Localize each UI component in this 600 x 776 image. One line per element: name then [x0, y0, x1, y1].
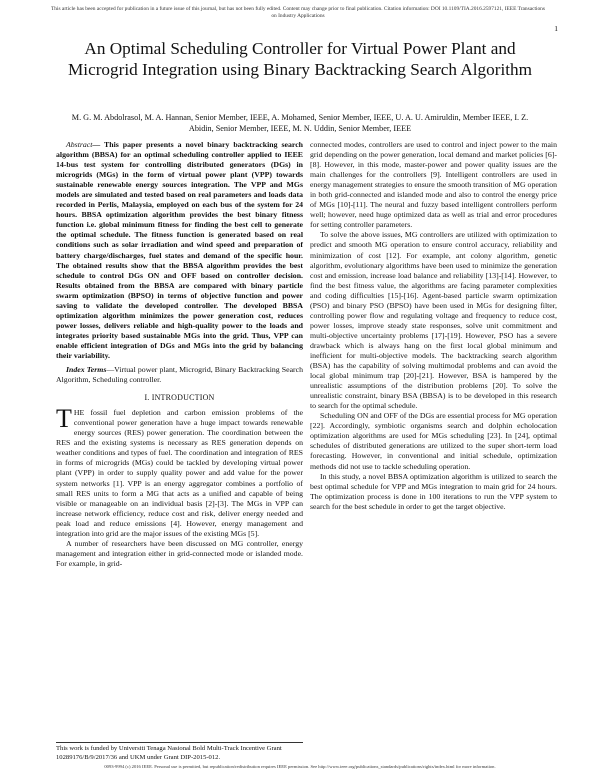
copyright-footer: 0093-9994 (c) 2016 IEEE. Personal use is permitted, but republication/redistribution requires IEEE permission. See http://www.ieee.org/publications_standards/publications/rights/index.html for more information.: [104, 764, 496, 769]
drop-cap: T: [56, 404, 72, 434]
left-column: [56, 140, 303, 569]
abstract-label: Abstract: [66, 140, 93, 149]
paper-title: An Optimal Scheduling Controller for Virtual Power Plant and Microgrid Integration using Binary Backtracking Search Algorithm: [68, 39, 532, 79]
index-terms-text: —Virtual power plant, Microgrid, Binary Backtracking Search Algorithm, Scheduling controller.: [56, 365, 303, 385]
section-heading-introduction: I. INTRODUCTION: [144, 393, 215, 403]
index-terms: [56, 365, 303, 385]
intro-paragraph-1-text: HE fossil fuel depletion and carbon emission problems of the conventional power generation have a huge impact towards renewable energy sources (RES) power generation. The coordination between the RES and the existing systems is necessary as RES generation depends on weather conditions and types of fuel. The coordination and integration of RES in forms of microgrids (MGs) could be tackled by developing virtual power plant (VPP) in order to supply quality power and add value for the power system networks [1]. VPP is an energy aggregator combines a portfolio of small RES units to form a MG that acts as a unified and capable of being visible or manageable on an individual basis [2]-[3]. The MGs in VPP can increase network efficiency, reduce cost and risk, deliver energy needed and peak load and reduce emissions [4]. However, energy management and integration into grid are the major issues of the existing MGs [5].: [56, 408, 303, 538]
intro-paragraph-2: A number of researchers have been discussed on MG controller, energy management and integration either in grid-connected mode or islanded mode. For example, in grid-: [56, 538, 303, 568]
author-list: M. G. M. Abdolrasol, M. A. Hannan, Senior Member, IEEE, A. Mohamed, Senior Member, IEEE, U. A. U. Amiruldin, Member IEEE, I. Z. Abidin, Senior Member, IEEE, M. N. Uddin, Senior Member, IEEE: [71, 113, 529, 133]
body-paragraph-1: connected modes, controllers are used to control and inject power to the main grid depending on the power generation, local demand and market policies [6]-[8]. However, in this mode, master-power and power quality issues are the main challenges for the controllers [9]. Intelligent controllers are used in energy management strategies to ensure the smooth transition of MG operation in both grid-connected and islanded mode and also to control the energy price of MGs [10]-[11]. The neural and fuzzy based intelligent controllers perform well; however, need huge optimized data as well as trial and error procedures for setting controller parameters.: [310, 140, 557, 230]
right-column: [310, 140, 557, 512]
index-terms-label: Index Terms: [66, 365, 107, 375]
page-number: 1: [554, 24, 558, 33]
funding-footnote: This work is funded by Universiti Tenaga Nasional Bold Multi-Track Incentive Grant 10289176/B/9/2017/36 and UKM under Grant DIP-2015-012.: [56, 742, 303, 762]
journal-header-note: This article has been accepted for publication in a future issue of this journal, but has not been fully edited. Content may change prior to final publication. Citation information: DOI 10.1109/TIA.2016.2597121, IEEE Transactions on Industry Applications: [51, 6, 545, 19]
intro-paragraph-1: [56, 404, 303, 539]
body-paragraph-3: Scheduling ON and OFF of the DGs are essential process for MG operation [22]. Accordingly, symbiotic organisms search and dolphin echolocation optimization algorithms are used for MGs scheduling [23]. In [24], optimal schedules of distributed generations are utilized to the super short-term load forecasting. However, in conventional and initial schedule, optimization methods did not use to tackle scheduling operation.: [310, 411, 557, 471]
body-paragraph-2: To solve the above issues, MG controllers are utilized with optimization to predict and smooth MG operation to ensure control accuracy, reliability and minimization of cost [12]. For example, ant colony algorithm, genetic algorithm, evolutionary algorithms have been used to minimize the generation cost and emission, increase load balance and reliability [13]-[14]. However, to find the best fitness value, the algorithms are facing parameter complexities and coding difficulties [15]-[16]. Agent-based particle swarm optimization (PSO) and binary PSO (BPSO) have been used in MGs for designing filter, controlling power flow and regulating voltage and frequency to reduce cost, power losses, improve steady state responses, solve unit commitment and multi-objective uncertainty problems [17]-[19]. However, PSO has a severe drawback which is always hang on the first local global minimum and inefficient for multi-objective models. The backtracking search algorithm (BSA) has the capability of solving multimodal problems and can avoid the local global minimum trap [20]-[21]. However, BSA is hampered by the unrealistic assumptions of the distribution problems [20]. To solve the unrealistic constraint, binary BSA (BBSA) is to be developed in this research to search for the optimal schedule.: [310, 230, 557, 411]
abstract-text: — This paper presents a novel binary backtracking search algorithm (BBSA) for an optimal scheduling controller applied to IEEE 14-bus test system for controlling distributed generators (DGs) in microgrids (MGs) in the form of virtual power plant (VPP) towards sustainable renewable energy sources integration. The VPP and MGs models are simulated and tested based on real parameters and loads data recorded in Perlis, Malaysia, employed on each bus of the system for 24 hours. BBSA optimization algorithm provides the best binary fitness function i.e. global minimum fitness for finding the best cell to generate the optimal schedule. The fitness function is generated based on real conditions such as solar irradiation and wind speed and preparation of battery charge/discharges, fuel states and demand of the specific hour. The obtained results show that the BBSA algorithm provides the best schedule to control DGs ON and OFF based on controller decision. Results obtained from the BBSA are compared with binary particle swarm optimization (BPSO) in terms of objective function and power saving to validate the developed controller. The developed BBSA optimization algorithm minimizes the power generation cost, reduces power losses, delivers reliable and high-quality power to the loads and integrates priority based sustainable MGs into the grid. Thus, VPP can enable efficient integration of DGs and MGs into the grid by balancing their variability.: [56, 140, 303, 360]
body-paragraph-4: In this study, a novel BBSA optimization algorithm is utilized to search the best optimal schedule for VPP and MGs integration to main grid for 24 hours. The optimization process is done in 100 iterations to run the VPP system to search for the best schedule in order to get the target objective.: [310, 471, 557, 511]
abstract: [56, 140, 303, 361]
